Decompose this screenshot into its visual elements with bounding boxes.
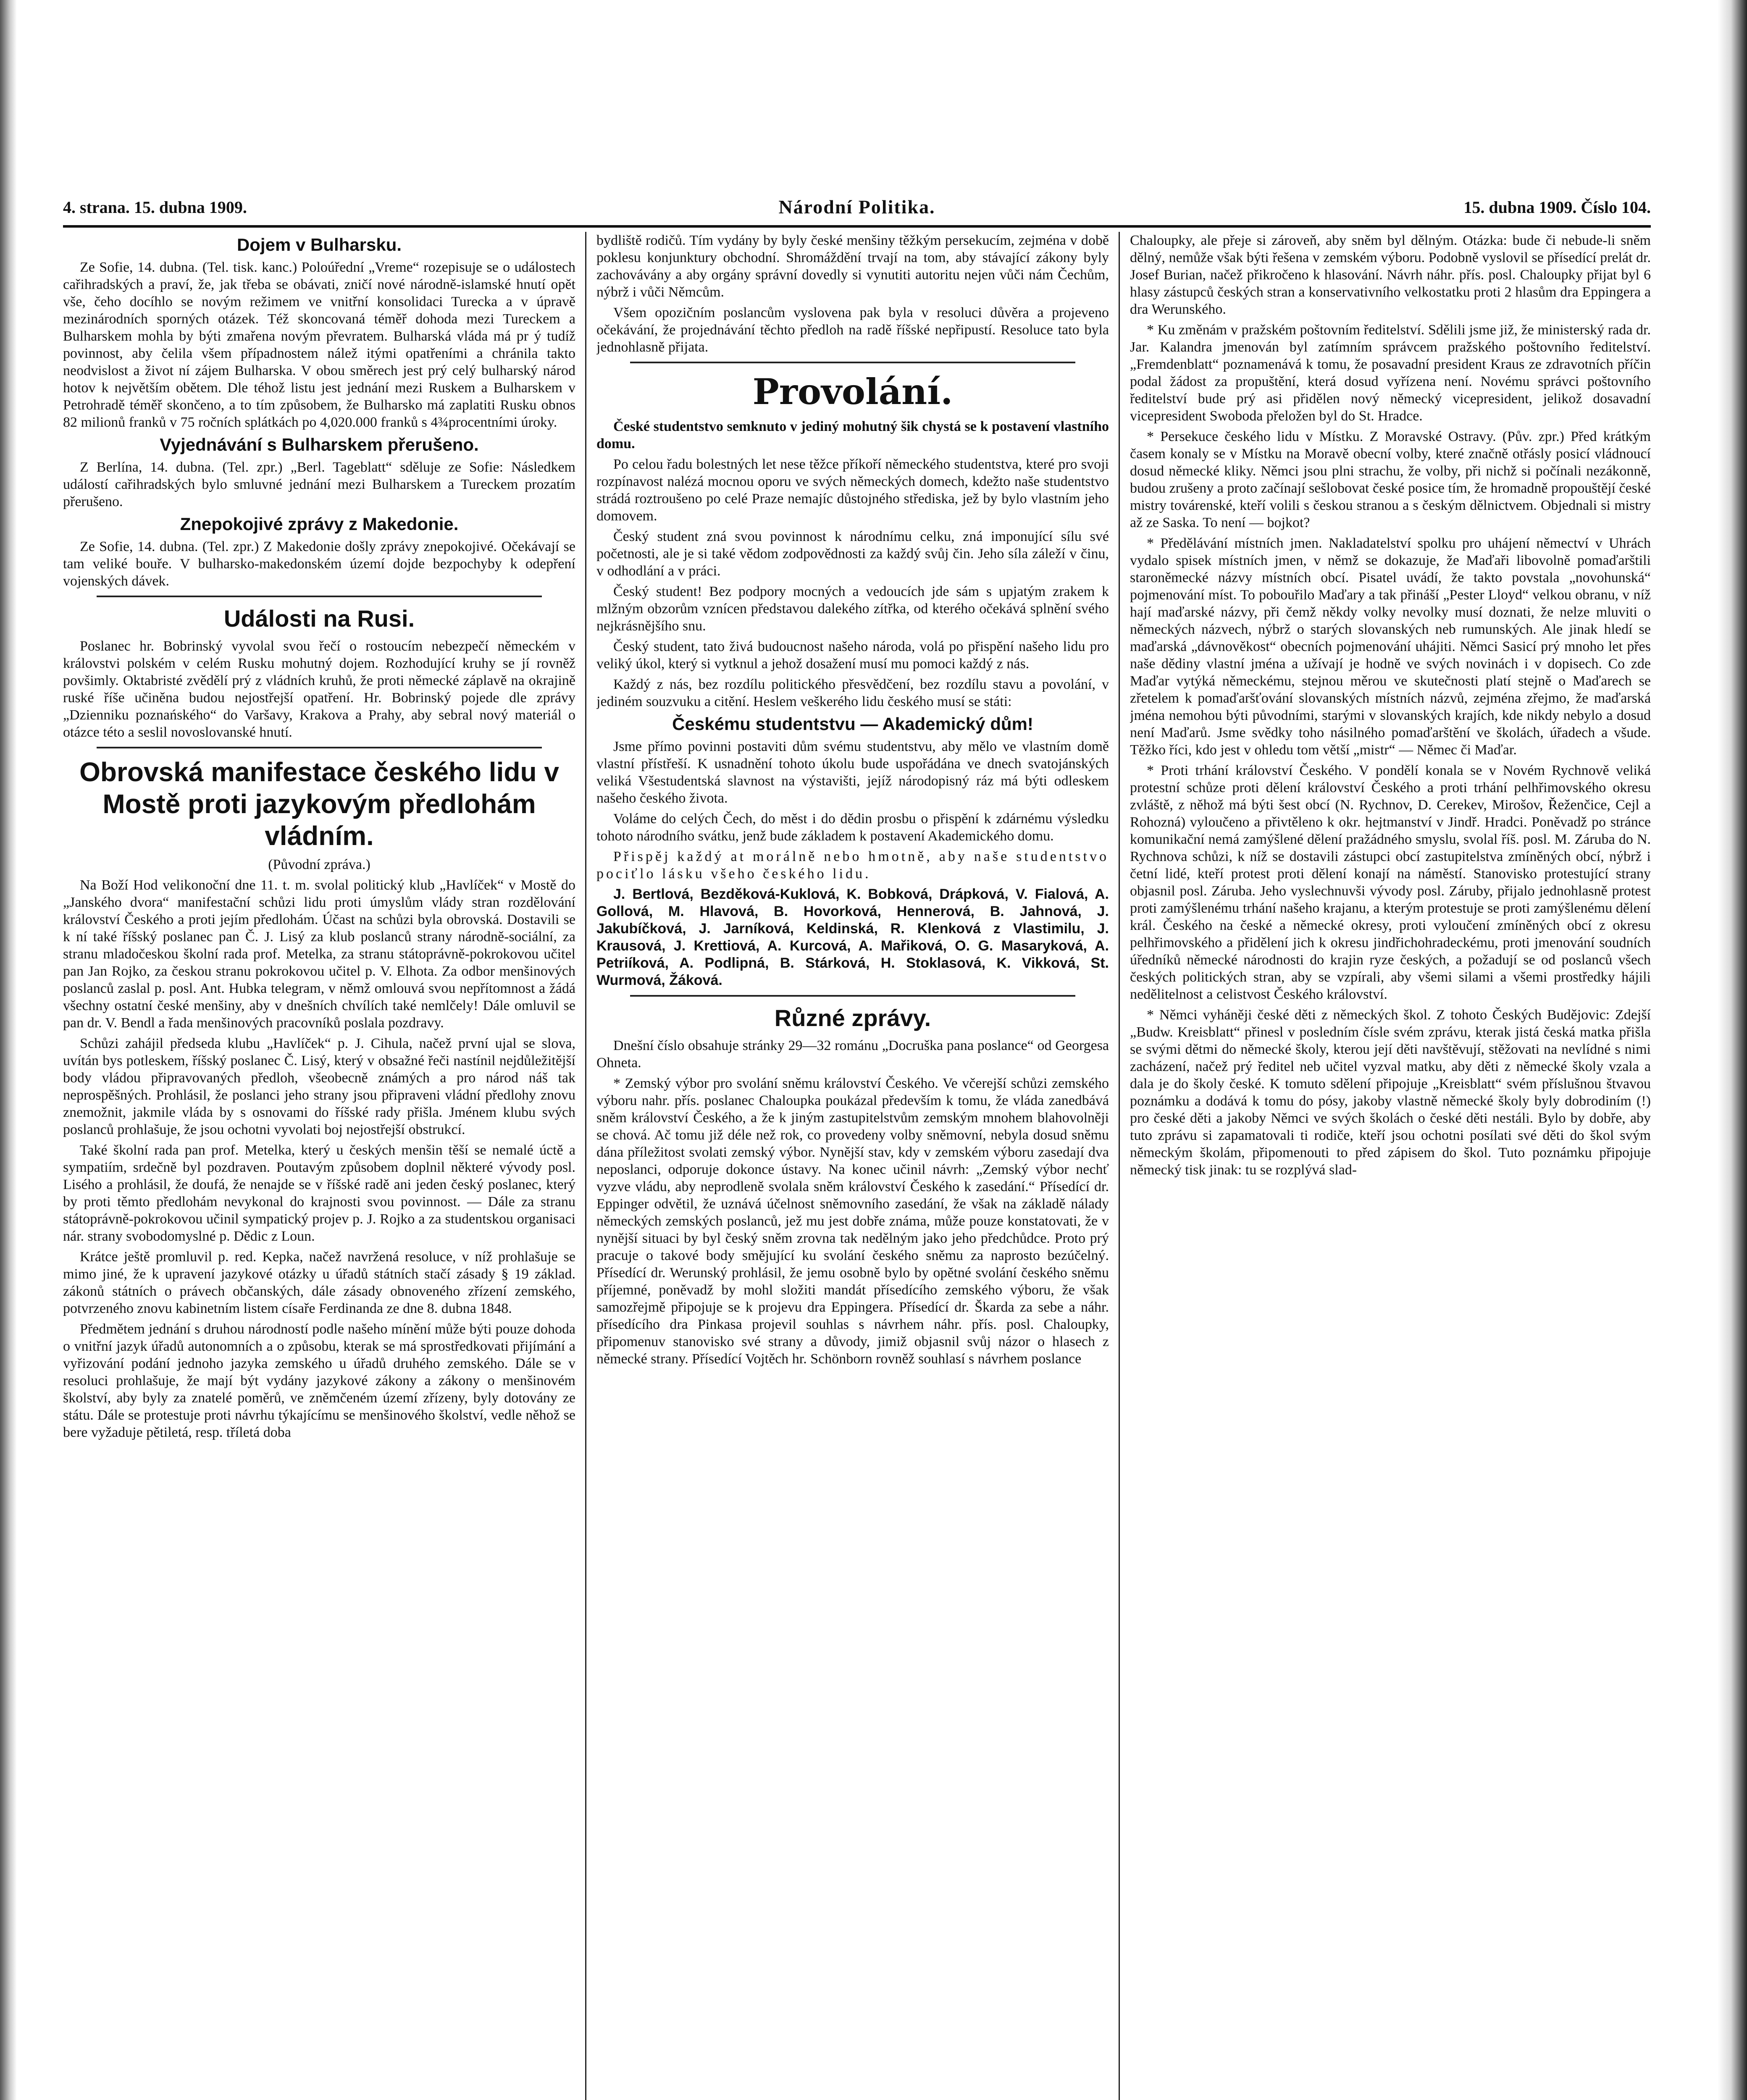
article-paragraph: bydliště rodičů. Tím vydány by byly české menšiny těžkým persekucím, zejména v době poklesu konjunktury obchodní. Shromáždění trvají na tom, aby stávající zákony byly zachovávány a aby orgány správní dovedly si vynutiti autoritu nejen vůči nám Čechům, nýbrž i vůči Němcům. [596, 233, 1109, 300]
scan-right-edge [1718, 0, 1747, 2100]
article-paragraph: Jsme přímo povinni postaviti dům svému studentstvu, aby mělo ve vlastním domě vlastní přístřeší. K usnadnění tohoto úkolu bude uspořádána ve dnech svatojánských veliká Všestudentská slavnost na výstavišti, jejíž národopisný ráz má býti odleskem našeho českého života. [596, 739, 1109, 806]
article-paragraph: Ze Sofie, 14. dubna. (Tel. zpr.) Z Makedonie došly zprávy znepokojivé. Očekávají se tam veliké bouře. V bulharsko-makedonském území dojde bezpochyby k odepření vojenských dávek. [63, 539, 575, 589]
section-separator [630, 362, 1075, 363]
section-separator [97, 596, 542, 597]
headline-rusi: Události na Rusi. [223, 605, 415, 632]
article-paragraph: Schůzi zahájil předseda klubu „Havlíček“ p. J. Cihula, načež první ujal se slova, uvítán bys potleskem, říšský poslanec Č. Lisý, který v obsažné řeči nastínil nejdůležitější body vládou připravovaných předloh, všeobecně známých a pro národ náš tak neprospěšných. Prohlásil, že poslanci jeho strany jsou připraveni vládní předlohy znovu znemožnit, jakmile vláda by s osnovami do říšské rady přišla. Jménem klubu svých poslanců prohlašuje, že jsou ochotni vyvolati boj nejostřejší obstrukcí. [63, 1036, 575, 1137]
column-rule-2 [1119, 232, 1120, 2100]
header-left: 4. strana. 15. dubna 1909. [63, 198, 247, 217]
headline-provolani: Provolání. [752, 371, 953, 412]
article-paragraph: Chaloupky, ale přeje si zároveň, aby sněm byl dělným. Otázka: bude či nebude-li sněm dělný, nemůže však býti řešena v zemském výboru. Podobně vyslovil se přísedící prelát dr. Josef Burian, načež přikročeno k hlasování. Návrh náhr. přís. posl. Chaloupky přijat byl 6 hlasy zástupců českých stran a konservativního velkostatku proti 2 hlasům dra Eppingera a dra Werunského. [1130, 233, 1651, 317]
article-paragraph: * Němci vyháněji české děti z německých škol. Z tohoto Českých Budějovic: Zdejší „Budw. Kreisblatt“ přinesl v posledním čísle svém zprávu, kterak jistá česká matka přišla se svými dětmi do německé školy, kterou její děti navštěvují, stěžovati na nevlídné s nimi zacházení, načež prý ředitel neb učitel vyzval matku, aby děti z německé školy vzala a dala je do školy české. K tomuto sdělení připojuje „Kreisblatt“ svém příslušnou štvavou poznámku a dodává k tomu do pósy, jakoby vlastně německé školy byly dobrodiním (!) pro české děti a jakoby Němci ve svých školách o české děti nestáli. Bylo by dobře, aby tuto zprávu si zapamatovali ti rodiče, kteří jsou ochotni posílati své děti do škol svým německým školám, připomenouti to před zápisem do škol. Tuto poznámku připojuje německý tisk jinak: tu se rozplývá slad- [1130, 1007, 1651, 1178]
column-1 [63, 232, 575, 2100]
column-3 [1130, 232, 1651, 2100]
article-paragraph: Předmětem jednání s druhou národností podle našeho mínění může býti pouze dohoda o vnitřní jazyk úřadů autonomních a o způsobu, kterak se má sprostředkovati přijímání a vyřizování podání jednoho jazyka zemského u úřadů druhého zemského. Dále se v resoluci prohlašuje, že mají být vydány jazykové zákony a zákony o menšinovém školství, aby byly za znatelé poměrů, ve zněmčeném území zřízeny, byly dotovány ze státu. Dále se protestuje proti návrhu týkajícímu se menšinového školství, vedle něhož se bere vyžaduje pětiletá, resp. tříletá doba [63, 1321, 575, 1440]
header-rule [63, 225, 1651, 228]
header-right: 15. dubna 1909. Číslo 104. [1463, 198, 1651, 217]
article-paragraph: Ze Sofie, 14. dubna. (Tel. tisk. kanc.) Poloúřední „Vreme“ rozepisuje se o událostech cařihradských a praví, že, jak třeba se obávati, zničí nové národně-islamské hnutí opět vše, čeho docíhlo se novým režimem ve vnitřní konsolidaci Turecka a v úpravě mezinárodních sporných otázek. Též skoncovaná téměř dohoda mezi Tureckem a Bulharskem mohla by býti zmařena novým převratem. Bulharská vláda má pr ý tudíž povinnost, aby čelila všem případnostem nálež itými opatřeními a chránila takto neodvislost a život ní zájem Bulharska. V obou směrech jest prý celý bulharský národ hotov k největším obětem. Dle téhož listu jest jednání mezi Ruskem a Bulharskem v Petrohradě téměř skončeno, a to tím způsobem, že Bulharsko má zaplatiti Rusku obnos 82 milionů franků v 75 ročních splátkách po 4,020.000 franků s 4¾procentními úroky. [63, 260, 575, 430]
column-2 [596, 232, 1109, 2100]
headline-dojem: Dojem v Bulharsku. [236, 235, 402, 255]
article-paragraph: Český student, tato živá budoucnost našeho národa, volá po přispění našeho lidu pro veliký úkol, který si vytknul a jehož dosažení musí mu pomoci každý z nás. [596, 639, 1109, 672]
page-header [63, 193, 1651, 223]
article-paragraph: * Zemský výbor pro svolání sněmu království Českého. Ve včerejší schůzi zemského výboru nahr. přís. poslanec Chaloupka poukázal především k tomu, že vláda zanedbává sněm království Českého, a že k jiným zastupitelstvům zemským mnohem blahovolněji se chová. Ač tomu již déle než rok, co provedeny volby sněmovní, nebyla dosud sněmu dána příležitost svolati zemský výbor. Nynější stav, kdy v zemském výboru zasedají dva neposlanci, odporuje dokonce ústavy. Na konec učinil návrh: „Zemský výbor nechť vyzve vládu, aby neprodleně svolala sněm království Českého k zasedání.“ Přísedící dr. Eppinger odvětil, že uznává účelnost sněmovního zasedání, že však na základě nálady německých zemských poslanců, jež mu jest dobře známa, může pouze konstatovati, že v nynější situaci by byl český sněm zrovna tak nedělným jako jeho předchůdce. Proto prý pracuje o takové body smějující ku svolání českého sněmu za naprosto bezúčelný. Přísedící dr. Werunský prohlásil, že jemu osobně bylo by opětné svolání českého sněmu příjemné, poněvadž by mohl složiti mandát přísedícího zemského výboru, že však samozřejmě připojuje se k projevu dra Eppingera. Přísedící dr. Škarda za sebe a náhr. přísedícího dra Pinkasa projevil souhlas s návrhem náhr. přís. posl. Chaloupky, připomenuv stanovisko své strany a důvody, jimiž objasnil svůj názor o hlasech z německé strany. Přísedící Vojtěch hr. Schönborn rovněž souhlasí s návrhem poslance [596, 1076, 1109, 1367]
column-rule-1 [585, 232, 586, 2100]
article-paragraph: * Předělávání místních jmen. Nakladatelství spolku pro uhájení němectví v Uhrách vydalo spisek místních jmen, v němž se dokazuje, že Maďaři libovolně pomaďarštili staroněmecké názvy místních obcí. Pisatel uvádí, že takto povstala „novohunská“ pojmenování míst. To pobouřilo Maďary a tak přináší „Pester Lloyd“ velkou obranu, v níž hají maďarské názvy, při čemž někdy volky nevolky musí doznati, že nelze mluviti o německých názvech, nýbrž o starých slovanských neb rumunských. Ale jinak hledí se maďarská „dávnověkost“ obecních pojmenování uhájiti. Němci Sasicí prý mnoho let přes naše dědiny vlastní jména a užívají je hodně ve svých novinách i v dopisech. Co zde Maďar vytýká německému, stejnou měrou ve skutečnosti platí stejně o Maďarech se zřetelem k pomaďaršťování slovanských místních názvů, zejména zřejmo, že maďarská jména nemohou býti původními, starými v slovanských krajích, kde nikdy nebylo a dosud není Maďarů. Jsme svědky toho násilného pomaďarštění ve školách, úřadech a všude. Těžko říci, kdo jest v ohledu tom větší „mistr“ — Němec či Maďar. [1130, 536, 1651, 758]
article-subhead: (Původní zpráva.) [268, 857, 370, 872]
headline-akademicky-dum: Českému studentstvu — Akademický dům! [672, 714, 1033, 734]
article-paragraph: Přispěj každý at morálně nebo hmotně, aby naše studentstvo pociťlo lásku všeho českého lidu. [596, 849, 1109, 882]
article-lead: České studentstvo semknuto v jediný mohutný šik chystá se k postavení vlastního domu. [596, 419, 1109, 452]
signatories-list: J. Bertlová, Bezděková-Kuklová, K. Bobková, Drápková, V. Fialová, A. Gollová, M. Hlavová, B. Hovorková, Hennerová, B. Jahnová, J. Jakubíčková, J. Jarníková, Keldinská, R. Klenková z Vlastimilu, J. Krausová, J. Krettiová, A. Kurcová, A. Mařiková, O. G. Masaryková, A. Petriíková, A. Podlipná, B. Stárková, H. Stoklasová, K. Vikková, St. Wurmová, Žáková. [596, 886, 1109, 988]
section-separator [630, 995, 1075, 997]
newspaper-page [63, 193, 1651, 2100]
article-paragraph: Dnešní číslo obsahuje stránky 29—32 románu „Docruška pana poslance“ od Georgesa Ohneta. [596, 1038, 1109, 1071]
headline-makedonie: Znepokojivé zprávy z Makedonie. [180, 514, 459, 534]
section-separator [97, 747, 542, 748]
scan-left-edge [0, 0, 17, 2100]
article-paragraph: Každý z nás, bez rozdílu politického přesvědčení, bez rozdílu stavu a povolání, v jediném souzvuku a citění. Heslem veškerého lidu českého musí se státi: [596, 677, 1109, 709]
article-paragraph: Také školní rada pan prof. Metelka, který u českých menšin těší se nemalé úctě a sympatiím, srdečně byl pozdraven. Poutavým způsobem doplnil některé vývody posl. Lisého a prohlásil, že doufá, že nenajde se v říšské radě ani jeden český poslanec, který by proti těmto předlohám nevykonal do krajnosti svou povinnost. — Dále za stranu státoprávně-pokrokovou učinil sympatický projev p. J. Rojko a za studentskou organisaci nár. strany svobodomyslné p. Dědic z Loun. [63, 1142, 575, 1244]
article-paragraph: * Proti trhání království Českého. V pondělí konala se v Novém Rychnově veliká protestní schůze proti dělení království Českého a proti trhání pelhřimovského okresu zvláště, z něhož má býti šest obcí (N. Rychnov, D. Cerekev, Mirošov, Řeženčice, Cejl a Rohozná) vyloučeno a přivtěleno k okr. hejtmanství v Jindř. Hradci. Poněvadž po stránce komunikační nemá zamýšlené dělení pražádného smyslu, svolal říš. posl. M. Záruba do N. Rychnova schůzi, k níž se dostavili zástupci obcí zastupitelstva zmíněných obcí, nýbrž i četní lidé, kteří protest proti dělení konají na náměstí. Stanovisko protestující strany objasnil posl. Záruba. Jeho vyslechnuvši vývody posl. Záruby, přijalo jednohlasně protest proti zamýšlenému trhání našeho krajanu, a kterým protestuje se proti zamýšlenému dělení král. Českého na české a německé okresy, proti vyloučení zmíněných obcí z okresu pelhřimovského a přidělení jich k okresu jindřichohradeckému, proti jmenování soudních úředníků německé národnosti do krajin ryze českých, a požadují se od poslanců všech českých politických stran, aby se vzpírali, aby všemi silami a všemi prostředky hájili nedělitelnost a celistvost Českého království. [1130, 763, 1651, 1002]
article-paragraph: Po celou řadu bolestných let nese těžce příkoří německého studentstva, které pro svoji rozpínavost nalézá mocnou oporu ve svých německých domech, kdežto naše studentstvo strádá roztroušeno po celé Praze nemajíc důstojného střediska, jež by bylo vlastním jeho domovem. [596, 457, 1109, 524]
article-paragraph: * Persekuce českého lidu v Místku. Z Moravské Ostravy. (Pův. zpr.) Před krátkým časem konaly se v Místku na Moravě obecní volby, které značně otřásly posicí vládnoucí dosud německé kliky. Němci jsou plni strachu, že volby, při nichž si počínali nezákonně, budou zrušeny a proto začínají sešlobovat české posice tím, že hromadně propouštějí české mistry továrenské, kteří volili s českou stranou a s českým dělnictvem. Objednali si mistry až ze Saska. To není — bojkot? [1130, 429, 1651, 530]
article-paragraph: Na Boží Hod velikonoční dne 11. t. m. svolal politický klub „Havlíček“ v Mostě do „Janského dvora“ manifestační schůzi lidu proti úmyslům vlády stran rozdělování království Českého a proti jejím předlohám. Účast na schůzi byla obrovská. Dostavili se k ní také říšský poslanec pan Č. J. Lisý za klub poslanců strany národně-sociální, za stranu mladočeskou školní rada prof. Metelka, za stranu státoprávně-pokrokovou učitel pan Jan Rojko, za českou stranu pokrokovou učitel p. V. Elhota. Za odbor menšinových poslanců zaslal p. posl. Ant. Hubka telegram, v němž omlouvá svou nepřítomnost a žádá všechny ostatní české menšiny, aby v dnešních chvílích také nemlčely! Dále omluvil se pan dr. V. Bendl a řada menšinových pracovníků poslala pozdravy. [63, 877, 575, 1031]
article-paragraph: Český student zná svou povinnost k národnímu celku, zná imponující sílu své početnosti, ale je si také vědom zodpovědnosti za každý svůj čin. Jeho síla záleží v činu, v odhodlání a v práci. [596, 529, 1109, 579]
headline-vyjednavani: Vyjednávání s Bulharskem přerušeno. [160, 435, 479, 454]
article-paragraph: Krátce ještě promluvil p. red. Kepka, načež navržená resoluce, v níž prohlašuje se mimo jiné, že k upravení jazykové otázky u úřadů státních stačí zásady § 19 základ. zákonů státních o právech občanských, dále zásady obnoveného zřízení zemského, potvrzeného znovu kabinetním listem císaře Ferdinanda ze dne 8. dubna 1848. [63, 1249, 575, 1316]
masthead-title: Národní Politika. [778, 196, 935, 218]
article-paragraph: * Ku změnám v pražském poštovním ředitelství. Sdělili jsme již, že ministerský rada dr. Jar. Kalandra jmenován byl zatímním správcem pražského poštovního ředitelství. „Fremdenblatt“ poznamenává k tomu, že posavadní president Kraus ze zdravotních příčin podal žádost za propuštění, která dosud vyřízena není. Novému správci poštovního ředitelství bude prý asi přidělen nový německý vicepresident, jelikož dosavadní vicepresident Swoboda přeložen byl do St. Hradce. [1130, 322, 1651, 424]
article-paragraph: Všem opozičním poslancům vyslovena pak byla v resoluci důvěra a projeveno očekávání, že projednávání těchto předloh na radě říšské nepřipustí. Resoluce tato byla jednohlasně přijata. [596, 305, 1109, 355]
article-paragraph: Poslanec hr. Bobrinský vyvolal svou řečí o rostoucím nebezpečí německém v královstvi polském v celém Rusku mohutný dojem. Rozhodující kruhy se jí rovněž povšimly. Oktabristé zvědělí prý z vládních kruhů, že proti německé záplavě na okrajině ruské říše učiněna budou nejostřejší opatření. Hr. Bobrinský pojede dle zprávy „Dzienniku poznańského“ do Varšavy, Krakova a Prahy, aby sebral nový materiál o otázce této a seslil novoslovanské hnutí. [63, 638, 575, 740]
headline-ruzne-zpravy: Různé zprávy. [774, 1005, 931, 1031]
article-paragraph: Voláme do celých Čech, do měst i do dědin prosbu o přispění k zdárnému výsledku tohoto národního svátku, jenž bude základem k postavení Akademického domu. [596, 811, 1109, 844]
article-paragraph: Český student! Bez podpory mocných a vedoucích jde sám s upjatým zrakem k mlžným obzorům vznícen představou dalekého zítřka, od kterého očekává splnění svého nejkrásnějšího snu. [596, 584, 1109, 634]
headline-manifestace: Obrovská manifestace českého lidu v Mostě proti jazykovým předlohám vládním. [79, 757, 559, 851]
article-paragraph: Z Berlína, 14. dubna. (Tel. zpr.) „Berl. Tageblatt“ sděluje ze Sofie: Následkem událostí cařihradských bylo smluvné jednání mezi Bulharskem a Tureckem prozatím přerušeno. [63, 459, 575, 509]
